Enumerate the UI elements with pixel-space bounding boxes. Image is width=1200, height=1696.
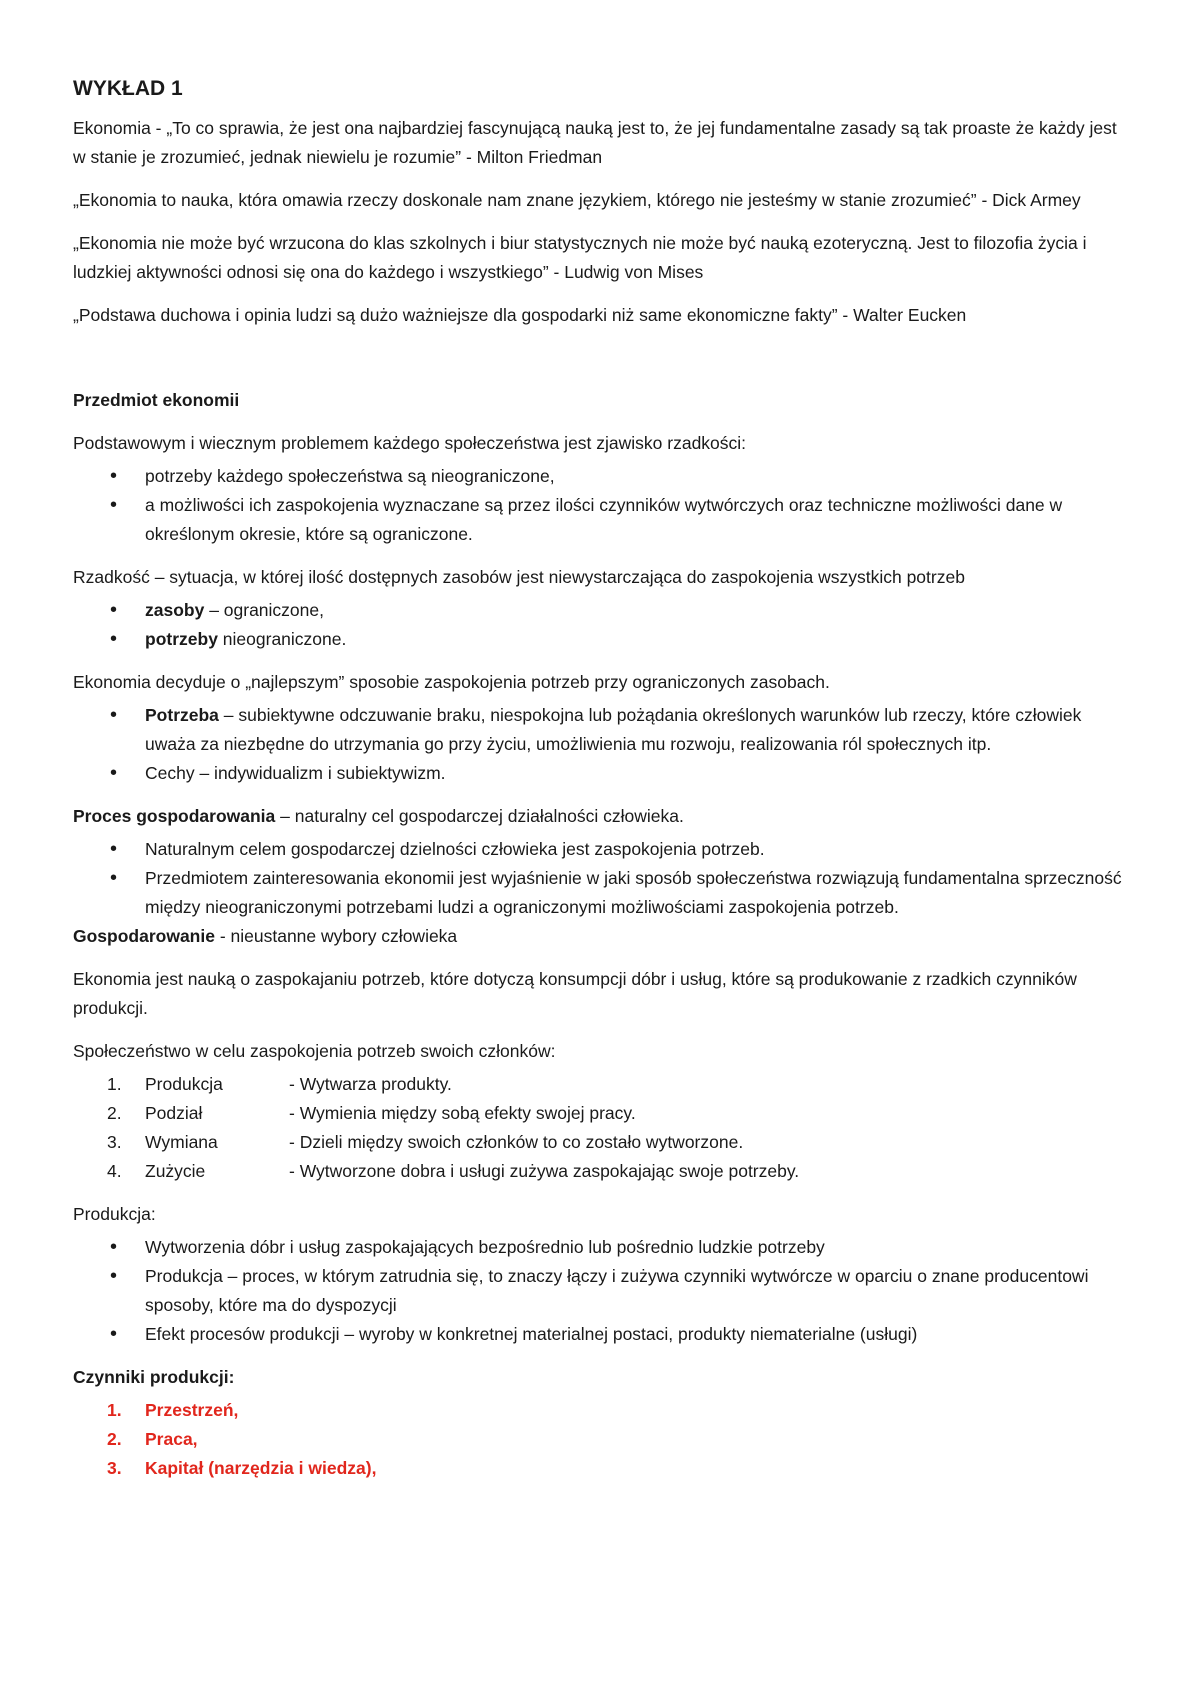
list-item <box>73 625 1130 654</box>
step-number: 1. <box>107 1074 122 1094</box>
term-bold: potrzeby <box>145 629 218 649</box>
factor-number: 1. <box>107 1400 122 1420</box>
step-number: 2. <box>107 1103 122 1123</box>
society-steps <box>73 1070 1130 1186</box>
list-item <box>73 1454 1130 1483</box>
scarcity-definition: Rzadkość – sytuacja, w której ilość dostępnych zasobów jest niewystarczająca do zaspokojenia wszystkich potrzeb <box>73 567 965 587</box>
term-rest: – ograniczone, <box>204 600 324 620</box>
step-desc: - Wymienia między sobą efekty swojej pracy. <box>289 1103 636 1123</box>
factor-number: 2. <box>107 1429 122 1449</box>
needs-intro: Ekonomia decyduje o „najlepszym” sposobie zaspokojenia potrzeb przy ograniczonych zasobach. <box>73 672 830 692</box>
term-rest: Cechy – indywidualizm i subiektywizm. <box>145 763 446 783</box>
step-name: Podział <box>145 1103 203 1123</box>
list-item <box>73 1070 1130 1099</box>
needs-list <box>73 701 1130 788</box>
step-name: Produkcja <box>145 1074 223 1094</box>
factor-label: Praca, <box>145 1429 198 1449</box>
term-bold: Gospodarowanie <box>73 926 215 946</box>
term-rest: - nieustanne wybory człowieka <box>214 926 458 946</box>
term-bold: Proces gospodarowania <box>73 806 276 826</box>
page-title: WYKŁAD 1 <box>73 77 183 100</box>
economics-definition: Ekonomia jest nauką o zaspokajaniu potrzeb, które dotyczą konsumpcji dóbr i usług, które są produkowanie z rzadkich czynników produkcji. <box>73 969 1077 1018</box>
factors-heading: Czynniki produkcji: <box>73 1367 235 1387</box>
quote-armey: „Ekonomia to nauka, która omawia rzeczy doskonale nam znane językiem, którego nie jesteśmy w stanie zrozumieć” - Dick Armey <box>73 190 1081 210</box>
step-name: Zużycie <box>145 1161 206 1181</box>
term-bold: zasoby <box>145 600 205 620</box>
list-item: • Wytworzenia dóbr i usług zaspokajających bezpośrednio lub pośrednio ludzkie potrzeby <box>73 1233 1130 1262</box>
factors-list <box>73 1396 1130 1483</box>
section-heading-subject: Przedmiot ekonomii <box>73 390 240 410</box>
quote-friedman: Ekonomia - „To co sprawia, że jest ona najbardziej fascynującą nauką jest to, że jej fundamentalne zasady są tak proaste że każdy jest w stanie je zrozumieć, jednak niewielu je rozumie” - Milton Friedman <box>73 118 1117 167</box>
list-item <box>73 1396 1130 1425</box>
step-number: 4. <box>107 1161 122 1181</box>
list-item <box>73 596 1130 625</box>
step-desc: - Wytwarza produkty. <box>289 1074 452 1094</box>
production-list <box>73 1233 1130 1349</box>
subject-bullet-list <box>73 462 1130 549</box>
quote-mises: „Ekonomia nie może być wrzucona do klas szkolnych i biur statystycznych nie może być nauką ezoteryczną. Jest to filozofia życia i ludzkiej aktywności odnosi się ona do każdego i wszystkiego” - Ludwig von Mises <box>73 233 1087 282</box>
factor-number: 3. <box>107 1458 122 1478</box>
list-item: • a możliwości ich zaspokojenia wyznaczane są przez ilości czynników wytwórczych oraz techniczne możliwości dane w określonym okresie, które są ograniczone. <box>73 491 1130 549</box>
society-intro: Społeczeństwo w celu zaspokojenia potrzeb swoich członków: <box>73 1041 556 1061</box>
process-heading <box>73 802 1130 831</box>
factor-label: Przestrzeń, <box>145 1400 239 1420</box>
management-line <box>73 922 1130 951</box>
term-rest: – naturalny cel gospodarczej działalności człowieka. <box>275 806 684 826</box>
list-item: • Efekt procesów produkcji – wyroby w konkretnej materialnej postaci, produkty niematerialne (usługi) <box>73 1320 1130 1349</box>
step-name: Wymiana <box>145 1132 218 1152</box>
list-item <box>73 1157 1130 1186</box>
term-bold: Potrzeba <box>145 705 219 725</box>
scarcity-list <box>73 596 1130 654</box>
list-item: • Przedmiotem zainteresowania ekonomii jest wyjaśnienie w jaki sposób społeczeństwa rozwiązują fundamentalna sprzeczność między nieograniczonymi potrzebami ludzi a ograniczonymi możliwościami zaspokojenia potrzeb. <box>73 864 1130 922</box>
quote-eucken: „Podstawa duchowa i opinia ludzi są dużo ważniejsze dla gospodarki niż same ekonomiczne fakty” - Walter Eucken <box>73 305 967 325</box>
list-item <box>73 759 1130 788</box>
factor-label: Kapitał (narzędzia i wiedza), <box>145 1458 377 1478</box>
list-item: • potrzeby każdego społeczeństwa są nieograniczone, <box>73 462 1130 491</box>
list-item: • Naturalnym celem gospodarczej dzielności człowieka jest zaspokojenia potrzeb. <box>73 835 1130 864</box>
step-number: 3. <box>107 1132 122 1152</box>
spacer <box>73 344 1130 386</box>
step-desc: - Dzieli między swoich członków to co zostało wytworzone. <box>289 1132 744 1152</box>
subject-intro: Podstawowym i wiecznym problemem każdego społeczeństwa jest zjawisko rzadkości: <box>73 433 747 453</box>
term-rest: nieograniczone. <box>217 629 347 649</box>
list-item: • Produkcja – proces, w którym zatrudnia się, to znaczy łączy i zużywa czynniki wytwórcze w oparciu o znane producentowi sposoby, które ma do dyspozycji <box>73 1262 1130 1320</box>
step-desc: - Wytworzone dobra i usługi zużywa zaspokajając swoje potrzeby. <box>289 1161 800 1181</box>
list-item <box>73 701 1130 759</box>
production-heading: Produkcja: <box>73 1204 156 1224</box>
list-item <box>73 1128 1130 1157</box>
list-item <box>73 1425 1130 1454</box>
process-list <box>73 835 1130 922</box>
term-rest: – subiektywne odczuwanie braku, niespokojna lub pożądania określonych warunków lub rzeczy, które człowiek uważa za niezbędne do utrzymania go przy życiu, umożliwienia mu rozwoju, realizowania ról społecznych itp. <box>145 705 1082 754</box>
list-item <box>73 1099 1130 1128</box>
